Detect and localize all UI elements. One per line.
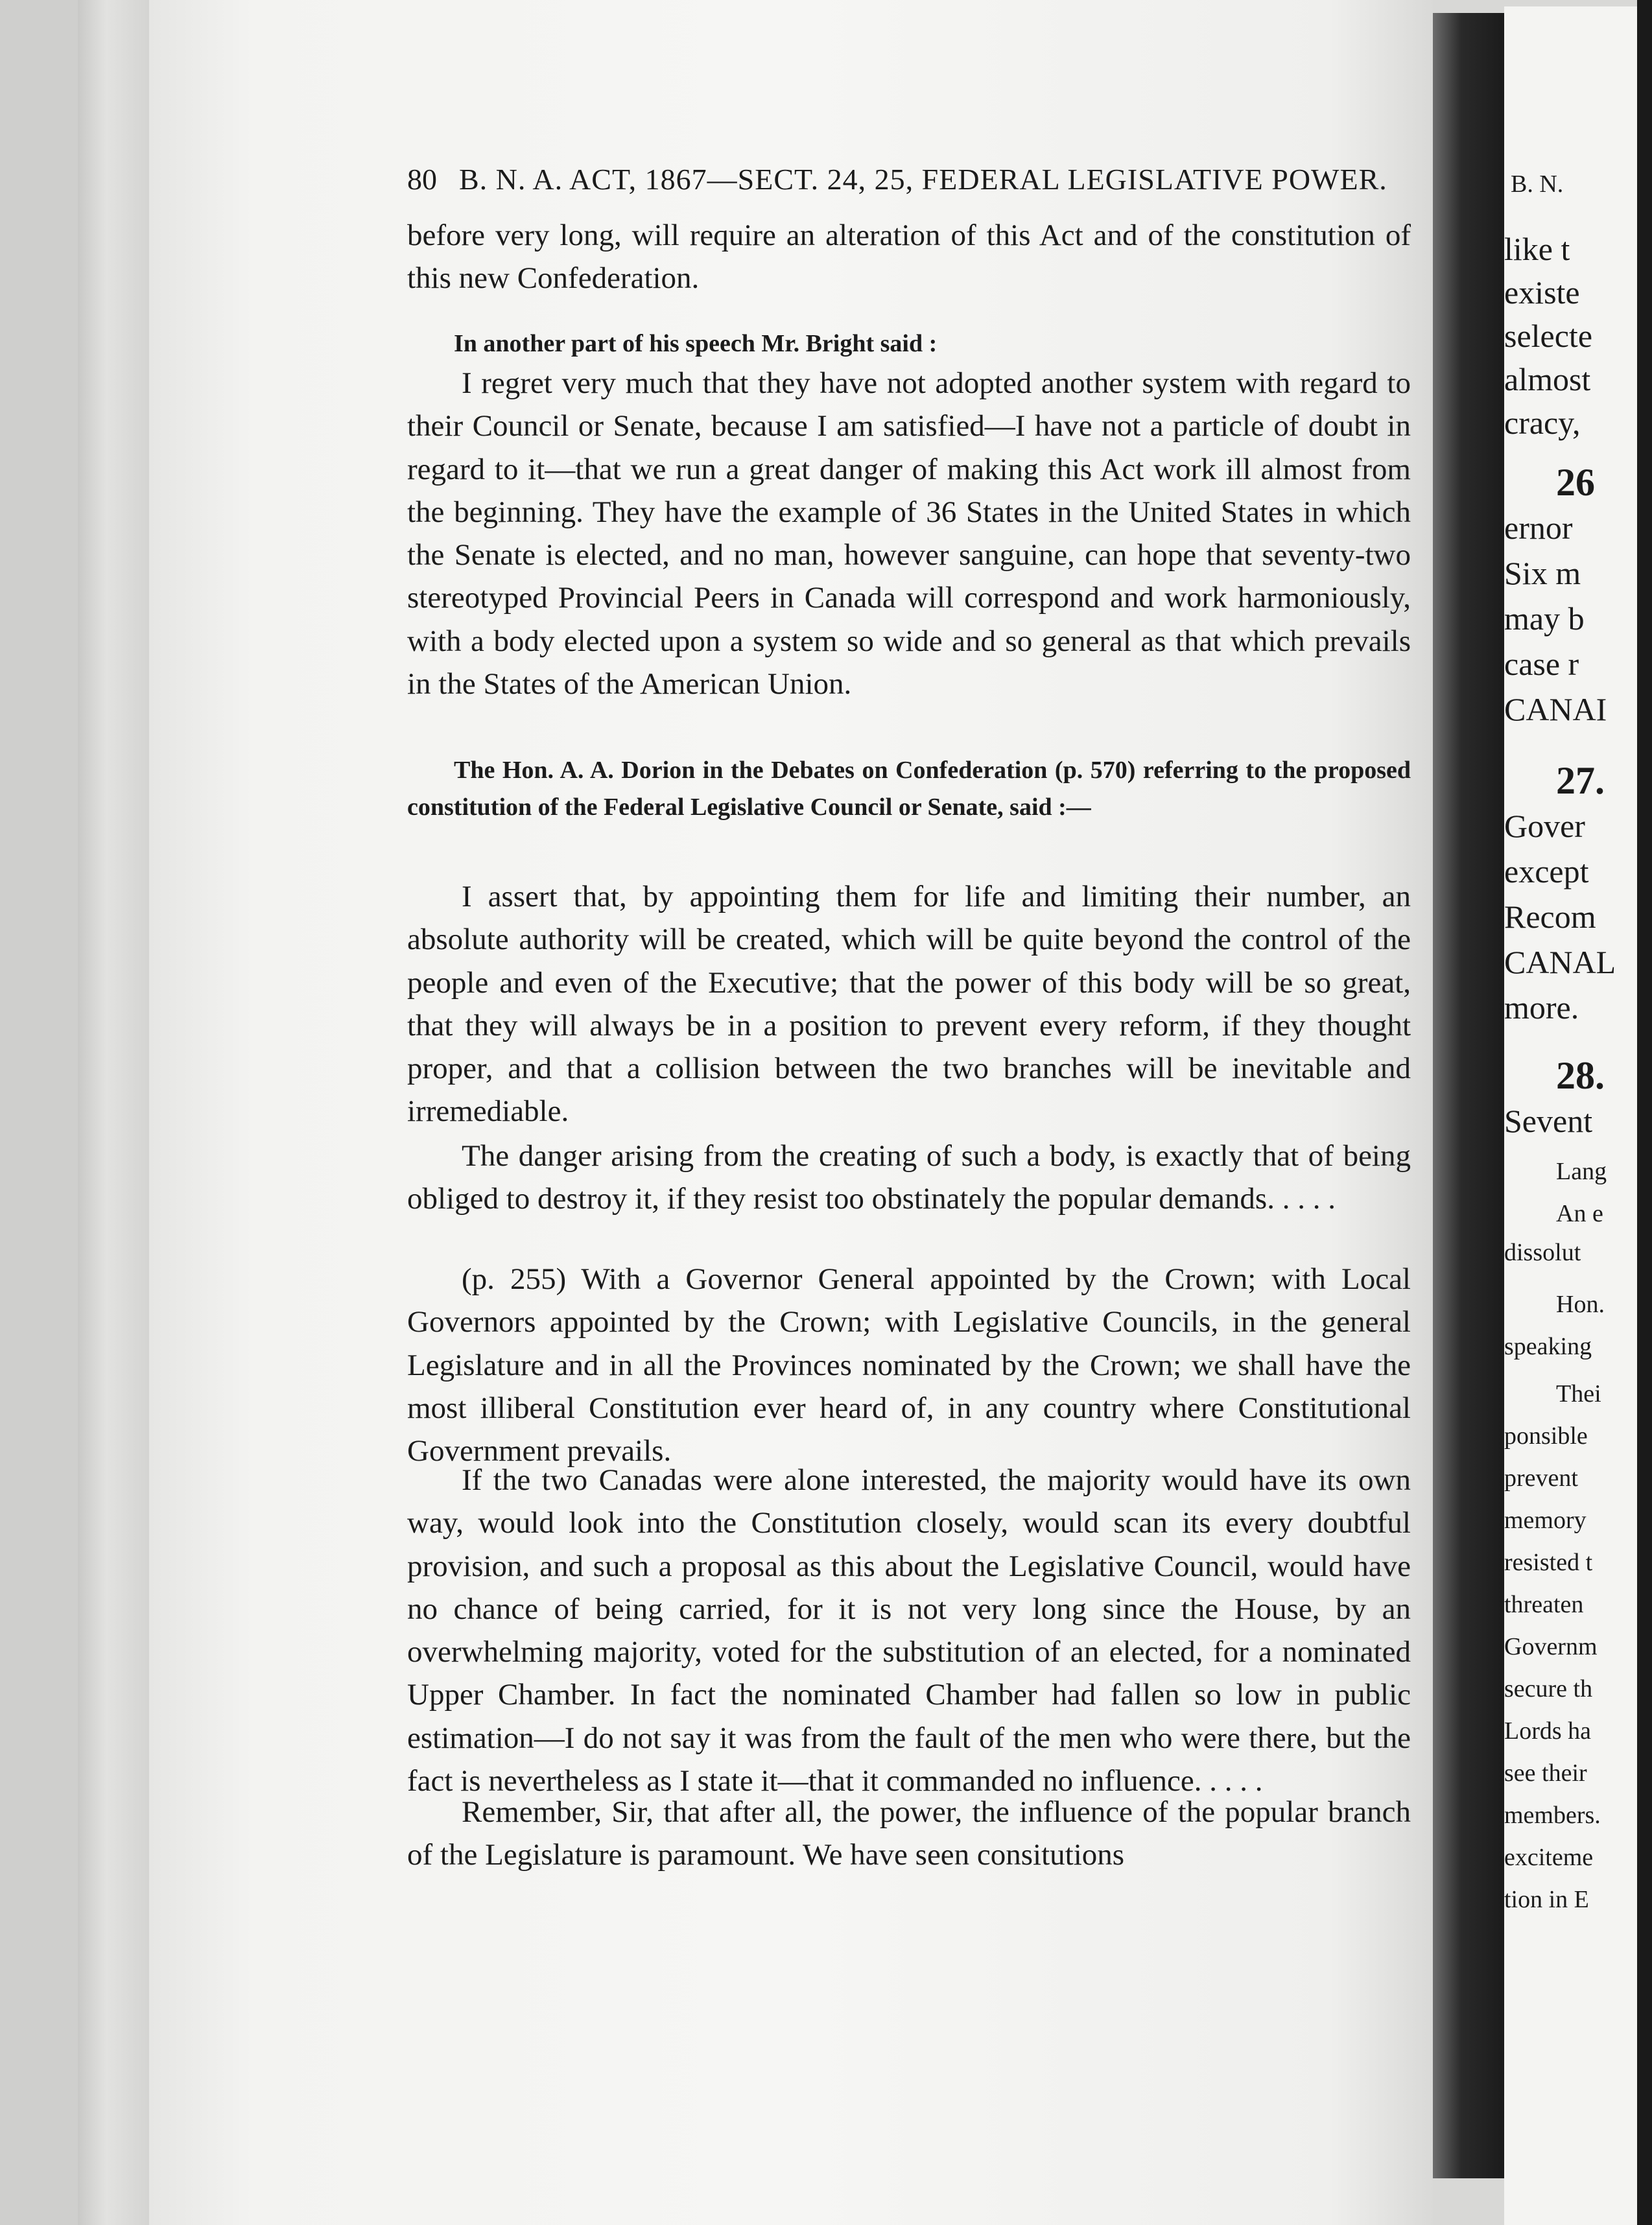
quoted-paragraph bbox=[407, 362, 1411, 705]
facing-page-line: cracy, bbox=[1504, 405, 1581, 441]
section-number: 27. bbox=[1556, 759, 1605, 802]
facing-page-line: members. bbox=[1504, 1802, 1601, 1829]
section-number: 28. bbox=[1556, 1054, 1605, 1097]
facing-page-line: almost bbox=[1504, 361, 1591, 397]
speech-intro bbox=[407, 752, 1411, 826]
running-head: B. N. A. ACT, 1867—SECT. 24, 25, FEDERAL LEGISLATIVE POWER. bbox=[459, 163, 1387, 196]
quoted-paragraph bbox=[407, 1459, 1411, 1802]
paragraph-text: I regret very much that they have not adopted another system with regard to their Council or Senate, because I am satisfied—I have not a particle of doubt in regard to it—that we run a great danger of making this Act work ill almost from the beginning. They have the example of 36 States in the United States in which the Senate is elected, and no man, however sanguine, can hope that seventy-two stereotyped Provincial Peers in Canada will correspond and work harmoniously, with a body elected upon a system so wide and so general as that which prevails in the States of the American Union. bbox=[407, 366, 1411, 701]
facing-page-line: may b bbox=[1504, 600, 1585, 637]
facing-page-line: Hon. bbox=[1556, 1291, 1605, 1318]
facing-page-line: see their bbox=[1504, 1760, 1587, 1787]
facing-page-line: tion in E bbox=[1504, 1886, 1589, 1913]
facing-page-line: memory bbox=[1504, 1507, 1587, 1534]
paragraph-text: If the two Canadas were alone interested, the majority would have its own way, would look into the Constitution closely, would scan its every doubtful provision, and such a proposal as this about the Legislative Council, would have no chance of being carried, for it is not very long since the House, by an overwhelming majority, voted for the substitution of an elected, for a nominated Upper Chamber. In fact the nominated Chamber had fallen so low in public estimation—I do not say it was from the fault of the men who were there, but the fact is nevertheless as I state it—that it commanded no influence. . . . . bbox=[407, 1463, 1411, 1798]
text-paragraph bbox=[407, 214, 1411, 300]
facing-page-line: Sevent bbox=[1504, 1103, 1593, 1139]
facing-page-line: speaking bbox=[1504, 1333, 1592, 1360]
paragraph-text: Remember, Sir, that after all, the power, the influence of the popular branch of the Legislature is paramount. We have seen consitutions bbox=[407, 1795, 1411, 1872]
facing-page-line: Thei bbox=[1556, 1380, 1601, 1407]
facing-page-line: ponsible bbox=[1504, 1422, 1588, 1450]
facing-page-line: CANAL bbox=[1504, 944, 1616, 980]
page-edge-shadow bbox=[78, 0, 149, 2225]
facing-page-line: existe bbox=[1504, 274, 1580, 311]
facing-page bbox=[1504, 6, 1652, 2225]
facing-page-line: case r bbox=[1504, 646, 1579, 682]
facing-page-line: Lords ha bbox=[1504, 1717, 1592, 1745]
facing-page-line: Lang bbox=[1556, 1158, 1607, 1185]
paragraph-text: before very long, will require an alteration of this Act and of the constitution of this new Confederation. bbox=[407, 218, 1411, 296]
quoted-paragraph bbox=[407, 1258, 1411, 1472]
paragraph-text: In another part of his speech Mr. Bright said : bbox=[454, 330, 938, 357]
book-spine bbox=[1433, 13, 1504, 2178]
facing-page-line: threaten bbox=[1504, 1591, 1584, 1618]
section-number: 26 bbox=[1556, 461, 1595, 504]
quoted-paragraph bbox=[407, 1135, 1411, 1221]
page-header bbox=[407, 162, 1387, 196]
paragraph-text: I assert that, by appointing them for life and limiting their number, an absolute authority will be created, which will be quite beyond the control of the people and even of the Executive; that the power of this body will be so great, that they will always be in a position to prevent every reform, if they thought proper, and that a collision between the two branches will be inevitable and irremediable. bbox=[407, 880, 1411, 1129]
quoted-paragraph bbox=[407, 875, 1411, 1133]
facing-page-line: ernor bbox=[1504, 510, 1573, 546]
facing-page-line: An e bbox=[1556, 1200, 1603, 1227]
quoted-paragraph bbox=[407, 1791, 1411, 1877]
paragraph-text: The danger arising from the creating of such a body, is exactly that of being obliged to destroy it, if they resist too obstinately the popular demands. . . . . bbox=[407, 1139, 1411, 1216]
facing-page-header: B. N. bbox=[1511, 171, 1564, 198]
facing-page-line: except bbox=[1504, 853, 1589, 889]
paragraph-text: (p. 255) With a Governor General appointed by the Crown; with Local Governors appointed by the Crown; with Legislative Councils, in the general Legislature and in all the Provinces nominated by the Crown; we shall have the most illiberal Constitution ever heard of, in any country where Constitutional Government prevails. bbox=[407, 1262, 1411, 1468]
facing-page-line: selecte bbox=[1504, 318, 1593, 354]
facing-page-line: Governm bbox=[1504, 1633, 1598, 1660]
facing-page-line: Recom bbox=[1504, 899, 1596, 935]
facing-page-line: like t bbox=[1504, 231, 1570, 267]
facing-page-line: more. bbox=[1504, 989, 1579, 1026]
speech-intro bbox=[407, 325, 1411, 362]
facing-page-line: Six m bbox=[1504, 555, 1581, 591]
scan-edge bbox=[1637, 0, 1652, 2225]
facing-page-line: resisted t bbox=[1504, 1549, 1593, 1576]
facing-page-line: exciteme bbox=[1504, 1844, 1594, 1871]
page-number: 80 bbox=[407, 163, 437, 196]
facing-page-line: prevent bbox=[1504, 1465, 1578, 1492]
paragraph-text: The Hon. A. A. Dorion in the Debates on Confederation (p. 570) referring to the proposed constitution of the Federal Legislative Council or Senate, said :— bbox=[407, 757, 1411, 821]
facing-page-line: Gover bbox=[1504, 808, 1585, 844]
facing-page-line: dissolut bbox=[1504, 1239, 1581, 1266]
microfilm-margin bbox=[0, 0, 78, 2225]
facing-page-line: CANAI bbox=[1504, 691, 1607, 727]
facing-page-line: secure th bbox=[1504, 1675, 1593, 1702]
